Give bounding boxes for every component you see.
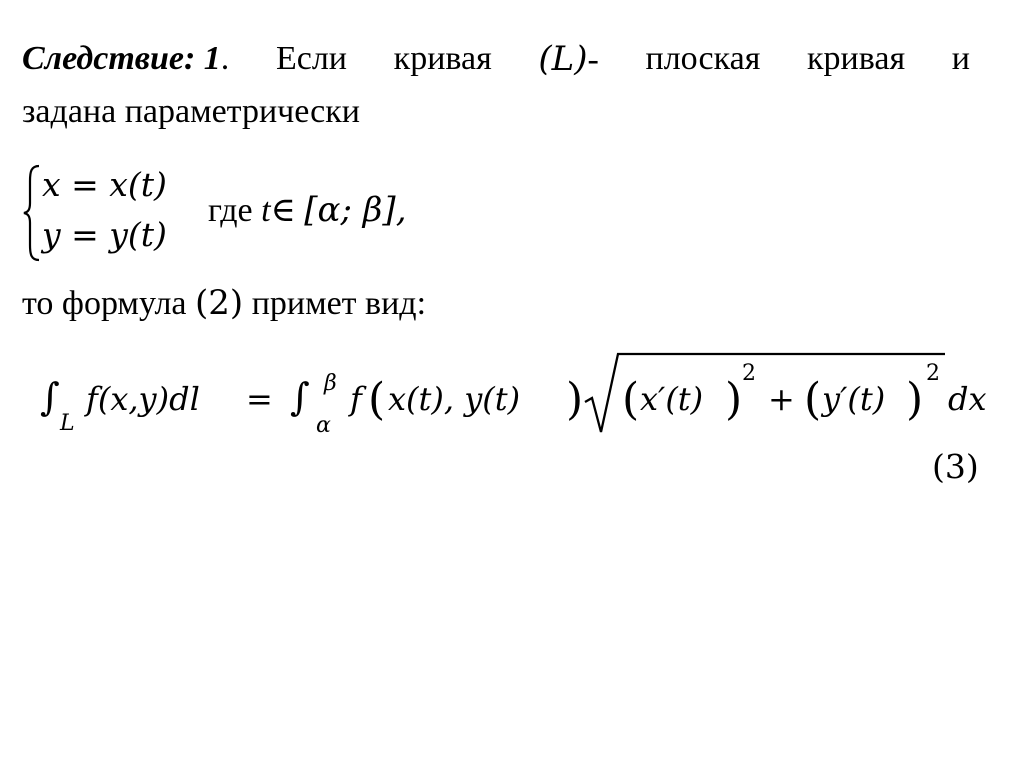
corollary-label-group <box>22 42 229 77</box>
interval: [α; β], <box>304 190 407 230</box>
exponent-2-second: 2 <box>926 361 940 386</box>
term2-paren-open: ( <box>804 374 822 425</box>
parameter-range <box>208 190 407 230</box>
element-of-symbol: ∈ <box>270 192 296 229</box>
term2-paren-close: ) <box>906 374 924 425</box>
word-krivaya-1: кривая <box>393 40 492 77</box>
exponent-2-first: 2 <box>742 361 756 386</box>
curve-group <box>538 39 599 79</box>
system-equation-y: y = y(t) <box>42 215 167 254</box>
term-y-derivative: y′(t) <box>822 380 886 418</box>
word-ploskaya: плоская <box>645 40 761 77</box>
word-i: и <box>951 40 970 77</box>
term-x-derivative: x′(t) <box>640 380 704 418</box>
corollary-label: Следствие: 1 <box>22 40 221 77</box>
big-paren-open: ( <box>368 374 386 425</box>
corollary-line-2: задана параметрически <box>22 93 360 130</box>
equation-number: (3) <box>932 447 979 486</box>
formula-intro-lead: то формула <box>22 285 187 322</box>
lower-limit-alpha: α <box>316 413 331 438</box>
definite-integral-sign: ∫ <box>290 375 310 419</box>
equals-sign: = <box>246 380 273 418</box>
dash: - <box>587 41 599 78</box>
word-esli: Если <box>275 40 347 77</box>
formula-reference: (2) <box>195 283 244 323</box>
function-arguments: x(t), y(t) <box>388 380 521 418</box>
formula-intro <box>22 283 427 323</box>
plus-sign: + <box>768 380 795 418</box>
word-gde: где <box>208 192 253 229</box>
lhs-integrand: f(x,y)dl <box>86 380 200 418</box>
corollary-line-1 <box>22 39 970 79</box>
curve-symbol: (L) <box>538 39 588 79</box>
integral-subscript-L: L <box>60 411 75 436</box>
upper-limit-beta: β <box>324 371 337 396</box>
formula-intro-tail: примет вид: <box>251 285 427 322</box>
term1-paren-open: ( <box>622 374 640 425</box>
word-krivaya-2: кривая <box>807 40 906 77</box>
differential-dx: dx <box>948 380 987 418</box>
term1-paren-close: ) <box>725 374 743 425</box>
big-paren-close: ) <box>566 374 584 425</box>
system-equation-x: x = x(t) <box>42 165 167 204</box>
corollary-dot: . <box>220 40 230 77</box>
param-t: t <box>261 192 271 229</box>
line-integral-sign: ∫ <box>40 375 60 419</box>
main-formula <box>40 350 1000 445</box>
function-f: f <box>350 380 362 418</box>
system-brace <box>22 163 42 263</box>
